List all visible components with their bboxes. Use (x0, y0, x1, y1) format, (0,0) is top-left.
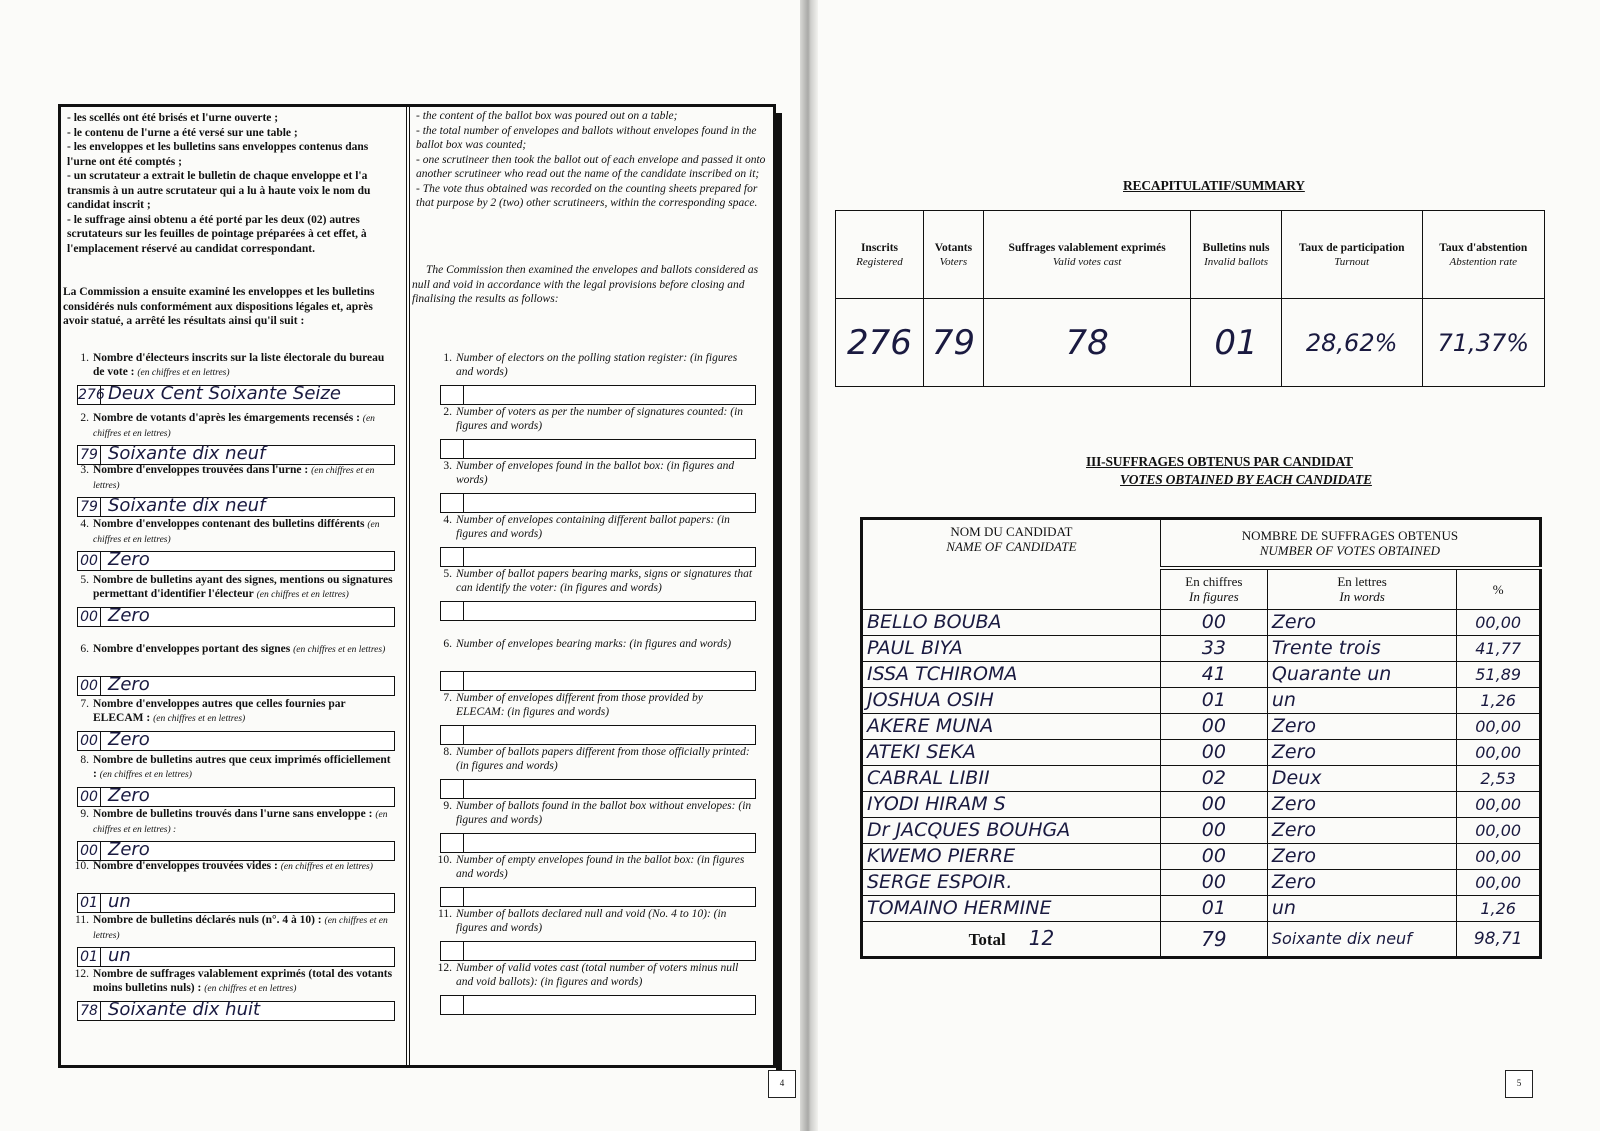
en-answer-figures-cell (441, 494, 464, 512)
fr-item-sub: (en chiffres et en lettres) (93, 520, 380, 545)
candidate-figures: 02 (1160, 765, 1267, 791)
en-item-number: 4. (443, 514, 452, 526)
summary-header (1281, 211, 1422, 299)
candidate-percent: 2,53 (1457, 765, 1541, 791)
summary-table (835, 210, 1545, 387)
candidate-percent: 00,00 (1457, 739, 1541, 765)
fr-item-sub: (en chiffres et en lettres) (93, 414, 375, 439)
candidate-percent: 00,00 (1457, 791, 1541, 817)
answer-figures: 79 (78, 498, 101, 516)
answer-figures: 01 (78, 948, 101, 966)
en-answer-box (440, 671, 756, 691)
candidates-body (862, 609, 1541, 921)
fr-item-label (93, 753, 397, 782)
summary-header-fr: Suffrages valablement exprimés (1008, 241, 1166, 254)
candidate-row (862, 661, 1541, 687)
total-words: Soixante dix neuf (1267, 921, 1456, 957)
fr-intro-1: - les scellés ont été brisés et l'urne ouverte ; (67, 112, 279, 124)
answer-box (77, 497, 395, 517)
candidate-name: IYODI HIRAM S (862, 791, 1161, 817)
answer-box (77, 1001, 395, 1021)
fr-item-text: Nombre d'enveloppes trouvées dans l'urne : (93, 464, 309, 476)
candidate-name: ATEKI SEKA (862, 739, 1161, 765)
fr-item-label (93, 351, 397, 380)
answer-words: Soixante dix neuf (108, 443, 266, 464)
answer-figures: 00 (78, 552, 101, 570)
candidate-words: un (1267, 687, 1456, 713)
fr-item-text: Nombre de bulletins ayant des signes, mentions ou signatures permettant d'identifier l'électeur (93, 574, 393, 600)
answer-box (77, 947, 395, 967)
col-fig-fr: En chiffres (1185, 574, 1243, 590)
summary-header-en: Invalid ballots (1204, 255, 1268, 268)
candidate-row (862, 895, 1541, 921)
en-item-text: Number of voters as per the number of signatures counted: (in figures and words) (456, 406, 744, 432)
total-percent: 98,71 (1457, 921, 1541, 957)
answer-box (77, 607, 395, 627)
col-words-en: In words (1339, 589, 1385, 605)
summary-header (983, 211, 1190, 299)
french-paragraph-text: La Commission a ensuite examiné les enveloppes et les bulletins considérés nuls conformément aux dispositions légales et, après avoir statué, a arrêté les résultats ainsi qu'il suit : (63, 286, 375, 327)
fr-item-label (93, 697, 397, 726)
candidate-row (862, 843, 1541, 869)
summary-header-fr: Inscrits (860, 241, 899, 254)
fr-item-number: 6. (80, 643, 89, 655)
english-paragraph-text: The Commission then examined the envelopes and ballots considered as null and void in accordance with the legal provisions before closing and finalising the results as follows: (412, 264, 759, 305)
en-answer-figures-cell (441, 834, 464, 852)
votes-header (1160, 519, 1540, 569)
candidate-words: Quarante un (1267, 661, 1456, 687)
summary-title: RECAPITULATIF/SUMMARY (1123, 178, 1305, 193)
answer-words: Zero (108, 839, 150, 860)
col-fig-en: In figures (1188, 589, 1239, 605)
summary-header-en: Registered (856, 255, 903, 268)
total-label: Total (968, 930, 1006, 950)
answer-words: Zero (108, 674, 150, 695)
fr-item-label (93, 411, 397, 441)
en-item-number: 11. (438, 908, 452, 920)
fr-item-number: 8. (80, 754, 89, 766)
answer-words: Deux Cent Soixante Seize (108, 383, 341, 404)
answer-words: Zero (108, 549, 150, 570)
en-answer-box (440, 941, 756, 961)
fr-item-text: Nombre de bulletins trouvés dans l'urne sans enveloppe : (93, 808, 373, 820)
en-item-number: 2. (443, 406, 452, 418)
en-answer-box (440, 601, 756, 621)
fr-intro-4: - un scrutateur a extrait le bulletin de chaque enveloppe et l'a transmis à un autre scrutateur qui a lu à haute voix le nom du candidat inscrit ; (67, 170, 371, 211)
answer-words: Zero (108, 729, 150, 750)
candidates-header-row (862, 519, 1541, 569)
candidate-name-header (862, 519, 1161, 610)
percent-header: % (1457, 568, 1541, 609)
en-answer-figures-cell (441, 672, 464, 690)
summary-header (923, 211, 983, 299)
candidate-figures: 00 (1160, 791, 1267, 817)
candidate-name: PAUL BIYA (862, 635, 1161, 661)
candidate-percent: 00,00 (1457, 609, 1541, 635)
candidate-percent: 1,26 (1457, 687, 1541, 713)
left-page-number: 4 (768, 1070, 796, 1098)
en-item-text: Number of envelopes bearing marks: (in figures and words) (456, 638, 732, 650)
summary-header-en: Valid votes cast (1052, 255, 1122, 268)
candidate-figures: 33 (1160, 635, 1267, 661)
en-item-text: Number of valid votes cast (total number of voters minus null and void ballots): (in figures and words) (456, 962, 739, 988)
answer-words: Zero (108, 785, 150, 806)
summary-header (836, 211, 924, 299)
col-words-fr: En lettres (1337, 574, 1387, 590)
en-answer-figures-cell (441, 440, 464, 458)
en-answer-box (440, 547, 756, 567)
en-answer-box (440, 725, 756, 745)
col-votes-fr: NOMBRE DE SUFFRAGES OBTENUS (1241, 528, 1459, 544)
answer-figures: 78 (78, 1002, 101, 1020)
summary-header-fr: Votants (934, 241, 973, 254)
answer-figures: 00 (78, 608, 101, 626)
french-intro (67, 111, 399, 256)
candidate-words: un (1267, 895, 1456, 921)
words-header (1267, 568, 1456, 609)
fr-item-sub: (en chiffres et en lettres) (93, 916, 388, 941)
candidate-percent: 00,00 (1457, 713, 1541, 739)
candidate-words: Zero (1267, 609, 1456, 635)
candidate-figures: 00 (1160, 843, 1267, 869)
left-form-frame (58, 104, 776, 1068)
fr-item-label (93, 913, 397, 943)
en-intro-1: - the content of the ballot box was poured out on a table; (416, 110, 678, 122)
fr-item-text: Nombre de votants d'après les émargements recensés : (93, 412, 360, 424)
en-item-number: 3. (443, 460, 452, 472)
fr-item-text: Nombre d'électeurs inscrits sur la liste électorale du bureau de vote : (93, 352, 385, 378)
french-paragraph (63, 285, 401, 329)
candidate-row (862, 609, 1541, 635)
fr-item-sub: (en chiffres et en lettres) (293, 645, 386, 655)
fr-item-label (93, 517, 397, 547)
fr-item-label (93, 967, 397, 996)
summary-header-row (836, 211, 1545, 299)
book-gutter (800, 0, 818, 1131)
candidate-words: Zero (1267, 869, 1456, 895)
fr-item-number: 3. (80, 464, 89, 476)
fr-item-sub: (en chiffres et en lettres) (256, 590, 349, 600)
summary-header-en: Voters (939, 255, 968, 268)
candidate-name: BELLO BOUBA (862, 609, 1161, 635)
summary-header-fr: Taux d'abstention (1439, 241, 1528, 254)
fr-item-text: Nombre d'enveloppes portant des signes (93, 643, 291, 655)
fr-item-sub: (en chiffres et en lettres) : (93, 810, 388, 835)
en-item-text: Number of ballots papers different from those officially printed: (in figures and words) (456, 746, 750, 772)
en-item-number: 1. (443, 352, 452, 364)
candidate-figures: 01 (1160, 687, 1267, 713)
answer-box (77, 893, 395, 913)
en-intro-4: - The vote thus obtained was recorded on the counting sheets prepared for that purpose by 2 (two) other scrutineers, within the corresponding space. (416, 182, 758, 209)
candidate-row (862, 869, 1541, 895)
candidate-figures: 01 (1160, 895, 1267, 921)
candidate-row (862, 791, 1541, 817)
candidate-name: Dr JACQUES BOUHGA (862, 817, 1161, 843)
answer-words: un (108, 891, 131, 912)
en-answer-figures-cell (441, 548, 464, 566)
en-item-text: Number of ballots found in the ballot box without envelopes: (in figures and words) (456, 800, 752, 826)
candidate-figures: 00 (1160, 817, 1267, 843)
fr-item-text: Nombre d'enveloppes autres que celles fournies par ELECAM : (93, 698, 346, 724)
candidate-row (862, 713, 1541, 739)
total-row (862, 921, 1541, 957)
en-answer-figures-cell (441, 996, 464, 1014)
fr-item-number: 11. (75, 914, 89, 926)
fr-item-sub: (en chiffres et en lettres) (204, 984, 297, 994)
candidates-title-fr (1086, 454, 1353, 470)
en-item-text: Number of electors on the polling station register: (in figures and words) (456, 352, 738, 378)
summary-value-row (836, 299, 1545, 387)
candidate-percent: 51,89 (1457, 661, 1541, 687)
en-answer-figures-cell (441, 888, 464, 906)
summary-value: 28,62% (1281, 299, 1422, 387)
answer-box (77, 445, 395, 465)
summary-header (1422, 211, 1544, 299)
candidate-name: TOMAINO HERMINE (862, 895, 1161, 921)
en-answer-figures-cell (441, 386, 464, 404)
candidate-name: JOSHUA OSIH (862, 687, 1161, 713)
fr-item-text: Nombre de suffrages valablement exprimés (total des votants moins bulletins nuls) : (93, 968, 393, 994)
en-item-number: 7. (443, 692, 452, 704)
candidate-words: Zero (1267, 713, 1456, 739)
candidate-figures: 00 (1160, 739, 1267, 765)
candidate-figures: 00 (1160, 609, 1267, 635)
candidate-percent: 1,26 (1457, 895, 1541, 921)
candidate-percent: 41,77 (1457, 635, 1541, 661)
fr-item-sub: (en chiffres et en lettres) (280, 862, 373, 872)
right-page-number: 5 (1505, 1070, 1533, 1098)
answer-figures: 276 (78, 387, 105, 403)
fr-item-label (93, 859, 397, 874)
total-count: 12 (1028, 926, 1055, 951)
en-answer-box (440, 493, 756, 513)
en-item-text: Number of ballots declared null and void (No. 4 to 10): (in figures and words) (456, 908, 727, 934)
answer-figures: 00 (78, 732, 101, 750)
answer-figures: 01 (78, 894, 101, 912)
candidates-title-en: VOTES OBTAINED BY EACH CANDIDATE (1120, 472, 1372, 487)
candidate-row (862, 817, 1541, 843)
candidate-percent: 00,00 (1457, 869, 1541, 895)
answer-figures: 00 (78, 677, 101, 695)
fr-item-number: 7. (80, 698, 89, 710)
fr-item-number: 12. (74, 968, 89, 980)
english-paragraph (412, 263, 766, 307)
fr-intro-3: - les enveloppes et les bulletins sans enveloppes contenus dans l'urne ont été comptés ; (67, 141, 369, 168)
answer-box (77, 841, 395, 861)
en-item-number: 9. (443, 800, 452, 812)
answer-words: Soixante dix huit (108, 999, 261, 1020)
summary-value: 79 (923, 299, 983, 387)
candidate-words: Zero (1267, 739, 1456, 765)
col-name-en: NAME OF CANDIDATE (946, 539, 1077, 554)
summary-header-fr: Bulletins nuls (1202, 241, 1270, 254)
en-answer-box (440, 887, 756, 907)
fr-item-number: 2. (80, 412, 89, 424)
answer-figures: 79 (78, 446, 101, 464)
answer-figures: 00 (78, 842, 101, 860)
candidate-words: Deux (1267, 765, 1456, 791)
english-intro (416, 109, 766, 211)
summary-value: 276 (836, 299, 924, 387)
fr-item-sub: (en chiffres et en lettres) (99, 770, 192, 780)
fr-intro-2: - le contenu de l'urne a été versé sur une table ; (67, 126, 298, 139)
candidate-name: KWEMO PIERRE (862, 843, 1161, 869)
candidate-name: ISSA TCHIROMA (862, 661, 1161, 687)
answer-box (77, 676, 395, 696)
fr-item-number: 10. (74, 860, 89, 872)
summary-value: 71,37% (1422, 299, 1544, 387)
en-item-number: 6. (443, 638, 452, 650)
en-item-text: Number of envelopes different from those provided by ELECAM: (in figures and words) (456, 692, 703, 718)
en-item-number: 10. (437, 854, 452, 866)
candidate-name: AKERE MUNA (862, 713, 1161, 739)
english-column (410, 107, 773, 1065)
candidate-name: CABRAL LIBII (862, 765, 1161, 791)
en-answer-box (440, 385, 756, 405)
candidate-words: Zero (1267, 817, 1456, 843)
total-cell (862, 921, 1161, 957)
answer-box (77, 385, 395, 405)
col-name-fr: NOM DU CANDIDAT (950, 524, 1073, 539)
total-figures: 79 (1160, 921, 1267, 957)
en-item-text: Number of envelopes containing different ballot papers: (in figures and words) (456, 514, 730, 540)
candidate-row (862, 635, 1541, 661)
candidate-name: SERGE ESPOIR. (862, 869, 1161, 895)
fr-item-label (93, 463, 397, 493)
en-item-number: 8. (443, 746, 452, 758)
fr-item-sub: (en chiffres et en lettres) (153, 714, 246, 724)
fr-intro-5: - le suffrage ainsi obtenu a été porté par les deux (02) autres scrutateurs sur les feuilles de pointage préparées à cet effet, à l'emplacement réservé au candidat correspondant. (67, 213, 367, 255)
answer-words: Soixante dix neuf (108, 495, 266, 516)
candidate-percent: 00,00 (1457, 843, 1541, 869)
candidate-words: Trente trois (1267, 635, 1456, 661)
en-answer-figures-cell (441, 780, 464, 798)
fr-item-text: Nombre d'enveloppes contenant des bulletins différents (93, 518, 365, 530)
summary-header (1191, 211, 1281, 299)
candidate-words: Zero (1267, 843, 1456, 869)
en-answer-box (440, 833, 756, 853)
summary-value: 01 (1191, 299, 1281, 387)
fr-item-number: 1. (80, 352, 89, 364)
answer-figures: 00 (78, 788, 101, 806)
en-intro-3: - one scrutineer then took the ballot out of each envelope and passed it onto another scrutineer who read out the name of the candidate inscribed on it; (416, 153, 766, 180)
fr-item-text: Nombre de bulletins autres que ceux imprimés officiellement : (93, 754, 391, 780)
en-item-text: Number of ballot papers bearing marks, signs or signatures that can identify the voter: (in figures and words) (456, 568, 753, 594)
candidates-table (860, 517, 1542, 959)
summary-header-fr: Taux de participation (1298, 241, 1405, 254)
summary-value: 78 (983, 299, 1190, 387)
fr-item-text: Nombre de bulletins déclarés nuls (n°. 4 à 10) : (93, 914, 322, 926)
fr-item-sub: (en chiffres et en lettres) (137, 368, 230, 378)
candidate-row (862, 687, 1541, 713)
en-answer-box (440, 995, 756, 1015)
fr-item-label (93, 642, 397, 657)
candidate-figures: 00 (1160, 869, 1267, 895)
fr-item-label (93, 573, 397, 602)
col-votes-en: NUMBER OF VOTES OBTAINED (1259, 543, 1441, 559)
fr-item-number: 5. (80, 574, 89, 586)
en-answer-figures-cell (441, 942, 464, 960)
fr-item-label (93, 807, 397, 837)
en-item-number: 12. (437, 962, 452, 974)
candidate-row (862, 739, 1541, 765)
answer-box (77, 787, 395, 807)
en-item-text: Number of empty envelopes found in the ballot box: (in figures and words) (456, 854, 745, 880)
fr-item-number: 4. (80, 518, 89, 530)
candidate-row (862, 765, 1541, 791)
en-answer-figures-cell (441, 602, 464, 620)
en-answer-box (440, 439, 756, 459)
french-column (61, 107, 410, 1065)
fr-item-text: Nombre d'enveloppes trouvées vides : (93, 860, 278, 872)
summary-header-en: Turnout (1334, 255, 1370, 268)
candidate-figures: 00 (1160, 713, 1267, 739)
fr-item-number: 9. (80, 808, 89, 820)
en-item-number: 5. (443, 568, 452, 580)
candidate-figures: 41 (1160, 661, 1267, 687)
answer-words: Zero (108, 605, 150, 626)
figures-header (1160, 568, 1267, 609)
answer-box (77, 551, 395, 571)
candidates-title-fr-text: III-SUFFRAGES OBTENUS PAR CANDIDAT (1086, 454, 1353, 469)
summary-header-en: Abstention rate (1449, 255, 1518, 268)
en-item-text: Number of envelopes found in the ballot box: (in figures and words) (456, 460, 735, 486)
en-intro-2: - the total number of envelopes and ballots without envelopes found in the ballot box was counted; (416, 124, 757, 151)
en-answer-figures-cell (441, 726, 464, 744)
answer-box (77, 731, 395, 751)
en-answer-box (440, 779, 756, 799)
fr-item-sub: (en chiffres et en lettres) (93, 466, 375, 491)
candidate-percent: 00,00 (1457, 817, 1541, 843)
candidate-words: Zero (1267, 791, 1456, 817)
answer-words: un (108, 945, 131, 966)
